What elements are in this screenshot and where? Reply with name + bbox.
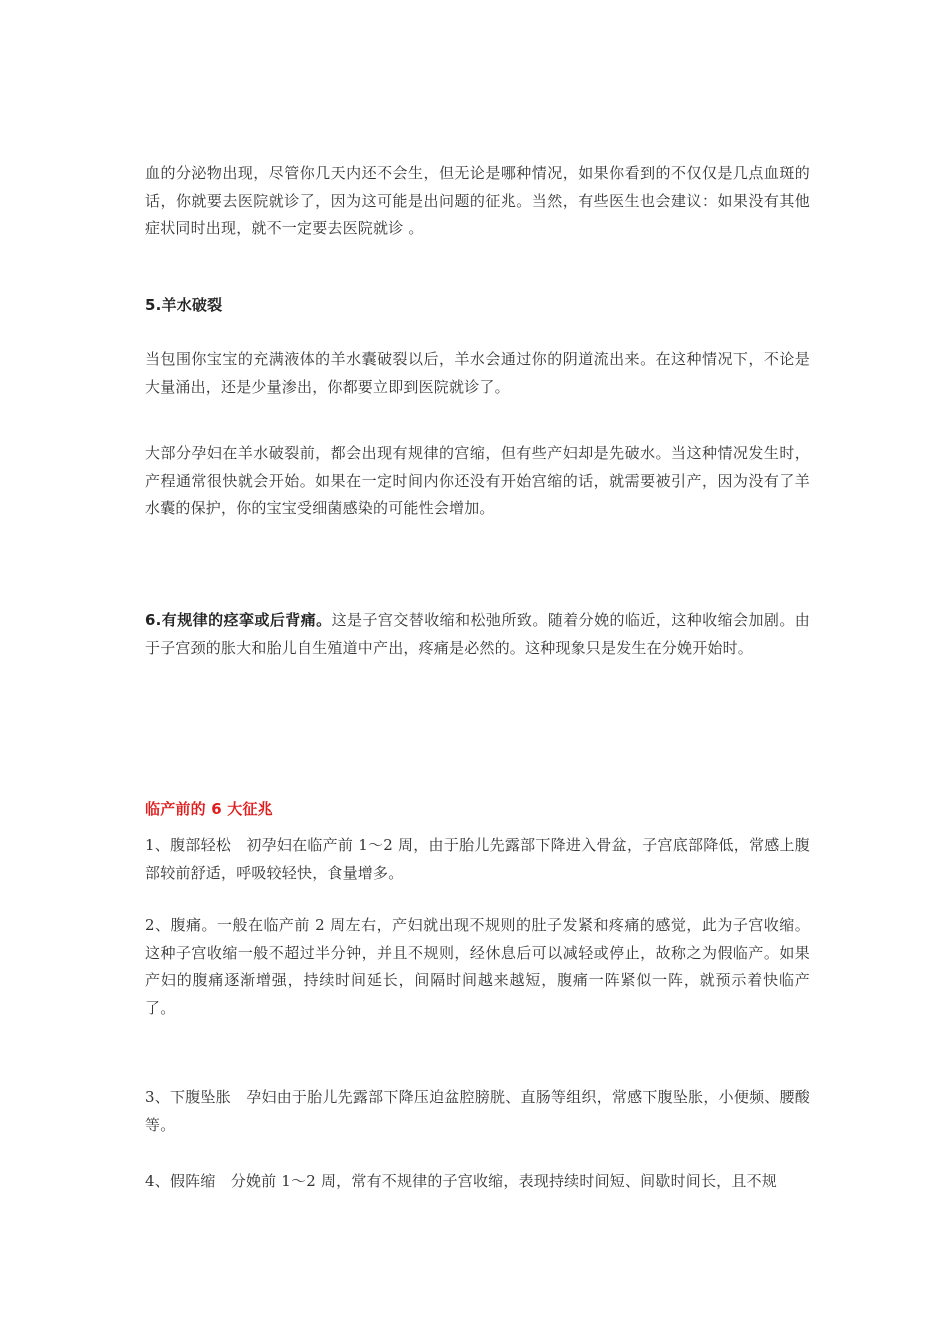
paragraph-bleeding: 血的分泌物出现，尽管你几天内还不会生，但无论是哪种情况，如果你看到的不仅仅是几点血斑的话，你就要去医院就诊了，因为这可能是出问题的征兆。当然，有些医生也会建议：如果没有其他症状同时出现，就不一定要去医院就诊 。	[145, 164, 810, 237]
paragraph-amniotic-sac: 当包围你宝宝的充满液体的羊水囊破裂以后，羊水会通过你的阴道流出来。在这种情况下，不论是大量涌出，还是少量渗出，你都要立即到医院就诊了。	[145, 350, 810, 396]
sign-3-lower-abdomen: 3、下腹坠胀 孕妇由于胎儿先露部下降压迫盆腔膀胱、直肠等组织，常感下腹坠胀，小便频、腰酸等。	[145, 1088, 810, 1134]
heading-six-signs: 临产前的 6 大征兆	[145, 800, 273, 818]
paragraph-regular-cramps	[145, 607, 810, 662]
sign-2-abdominal-pain: 2、腹痛。一般在临产前 2 周左右，产妇就出现不规则的肚子发紧和疼痛的感觉，此为子宫收缩。这种子宫收缩一般不超过半分钟，并且不规则，经休息后可以减轻或停止，故称之为假临产。如果产妇的腹痛逐渐增强，持续时间延长，间隔时间越来越短，腹痛一阵紧似一阵，就预示着快临产了。	[145, 916, 810, 1017]
heading-amniotic-rupture: 5.羊水破裂	[145, 296, 223, 314]
cramps-body: 这是子宫交替收缩和松弛所致。随着分娩的临近，这种收缩会加剧。由于子宫颈的胀大和胎儿自生殖道中产出，疼痛是必然的。这种现象只是发生在分娩开始时。	[145, 611, 810, 657]
cramps-lead: 6.有规律的痉挛或后背痛。	[145, 611, 332, 629]
sign-4-false-contractions: 4、假阵缩 分娩前 1～2 周，常有不规律的子宫收缩，表现持续时间短、间歇时间长，且不规	[145, 1172, 777, 1190]
paragraph-contractions-before-rupture: 大部分孕妇在羊水破裂前，都会出现有规律的宫缩，但有些产妇却是先破水。当这种情况发生时，产程通常很快就会开始。如果在一定时间内你还没有开始宫缩的话，就需要被引产，因为没有了羊水囊的保护，你的宝宝受细菌感染的可能性会增加。	[145, 444, 810, 517]
sign-1-abdomen-relief: 1、腹部轻松 初孕妇在临产前 1～2 周，由于胎儿先露部下降进入骨盆，子宫底部降低，常感上腹部较前舒适，呼吸较轻快，食量增多。	[145, 836, 810, 882]
